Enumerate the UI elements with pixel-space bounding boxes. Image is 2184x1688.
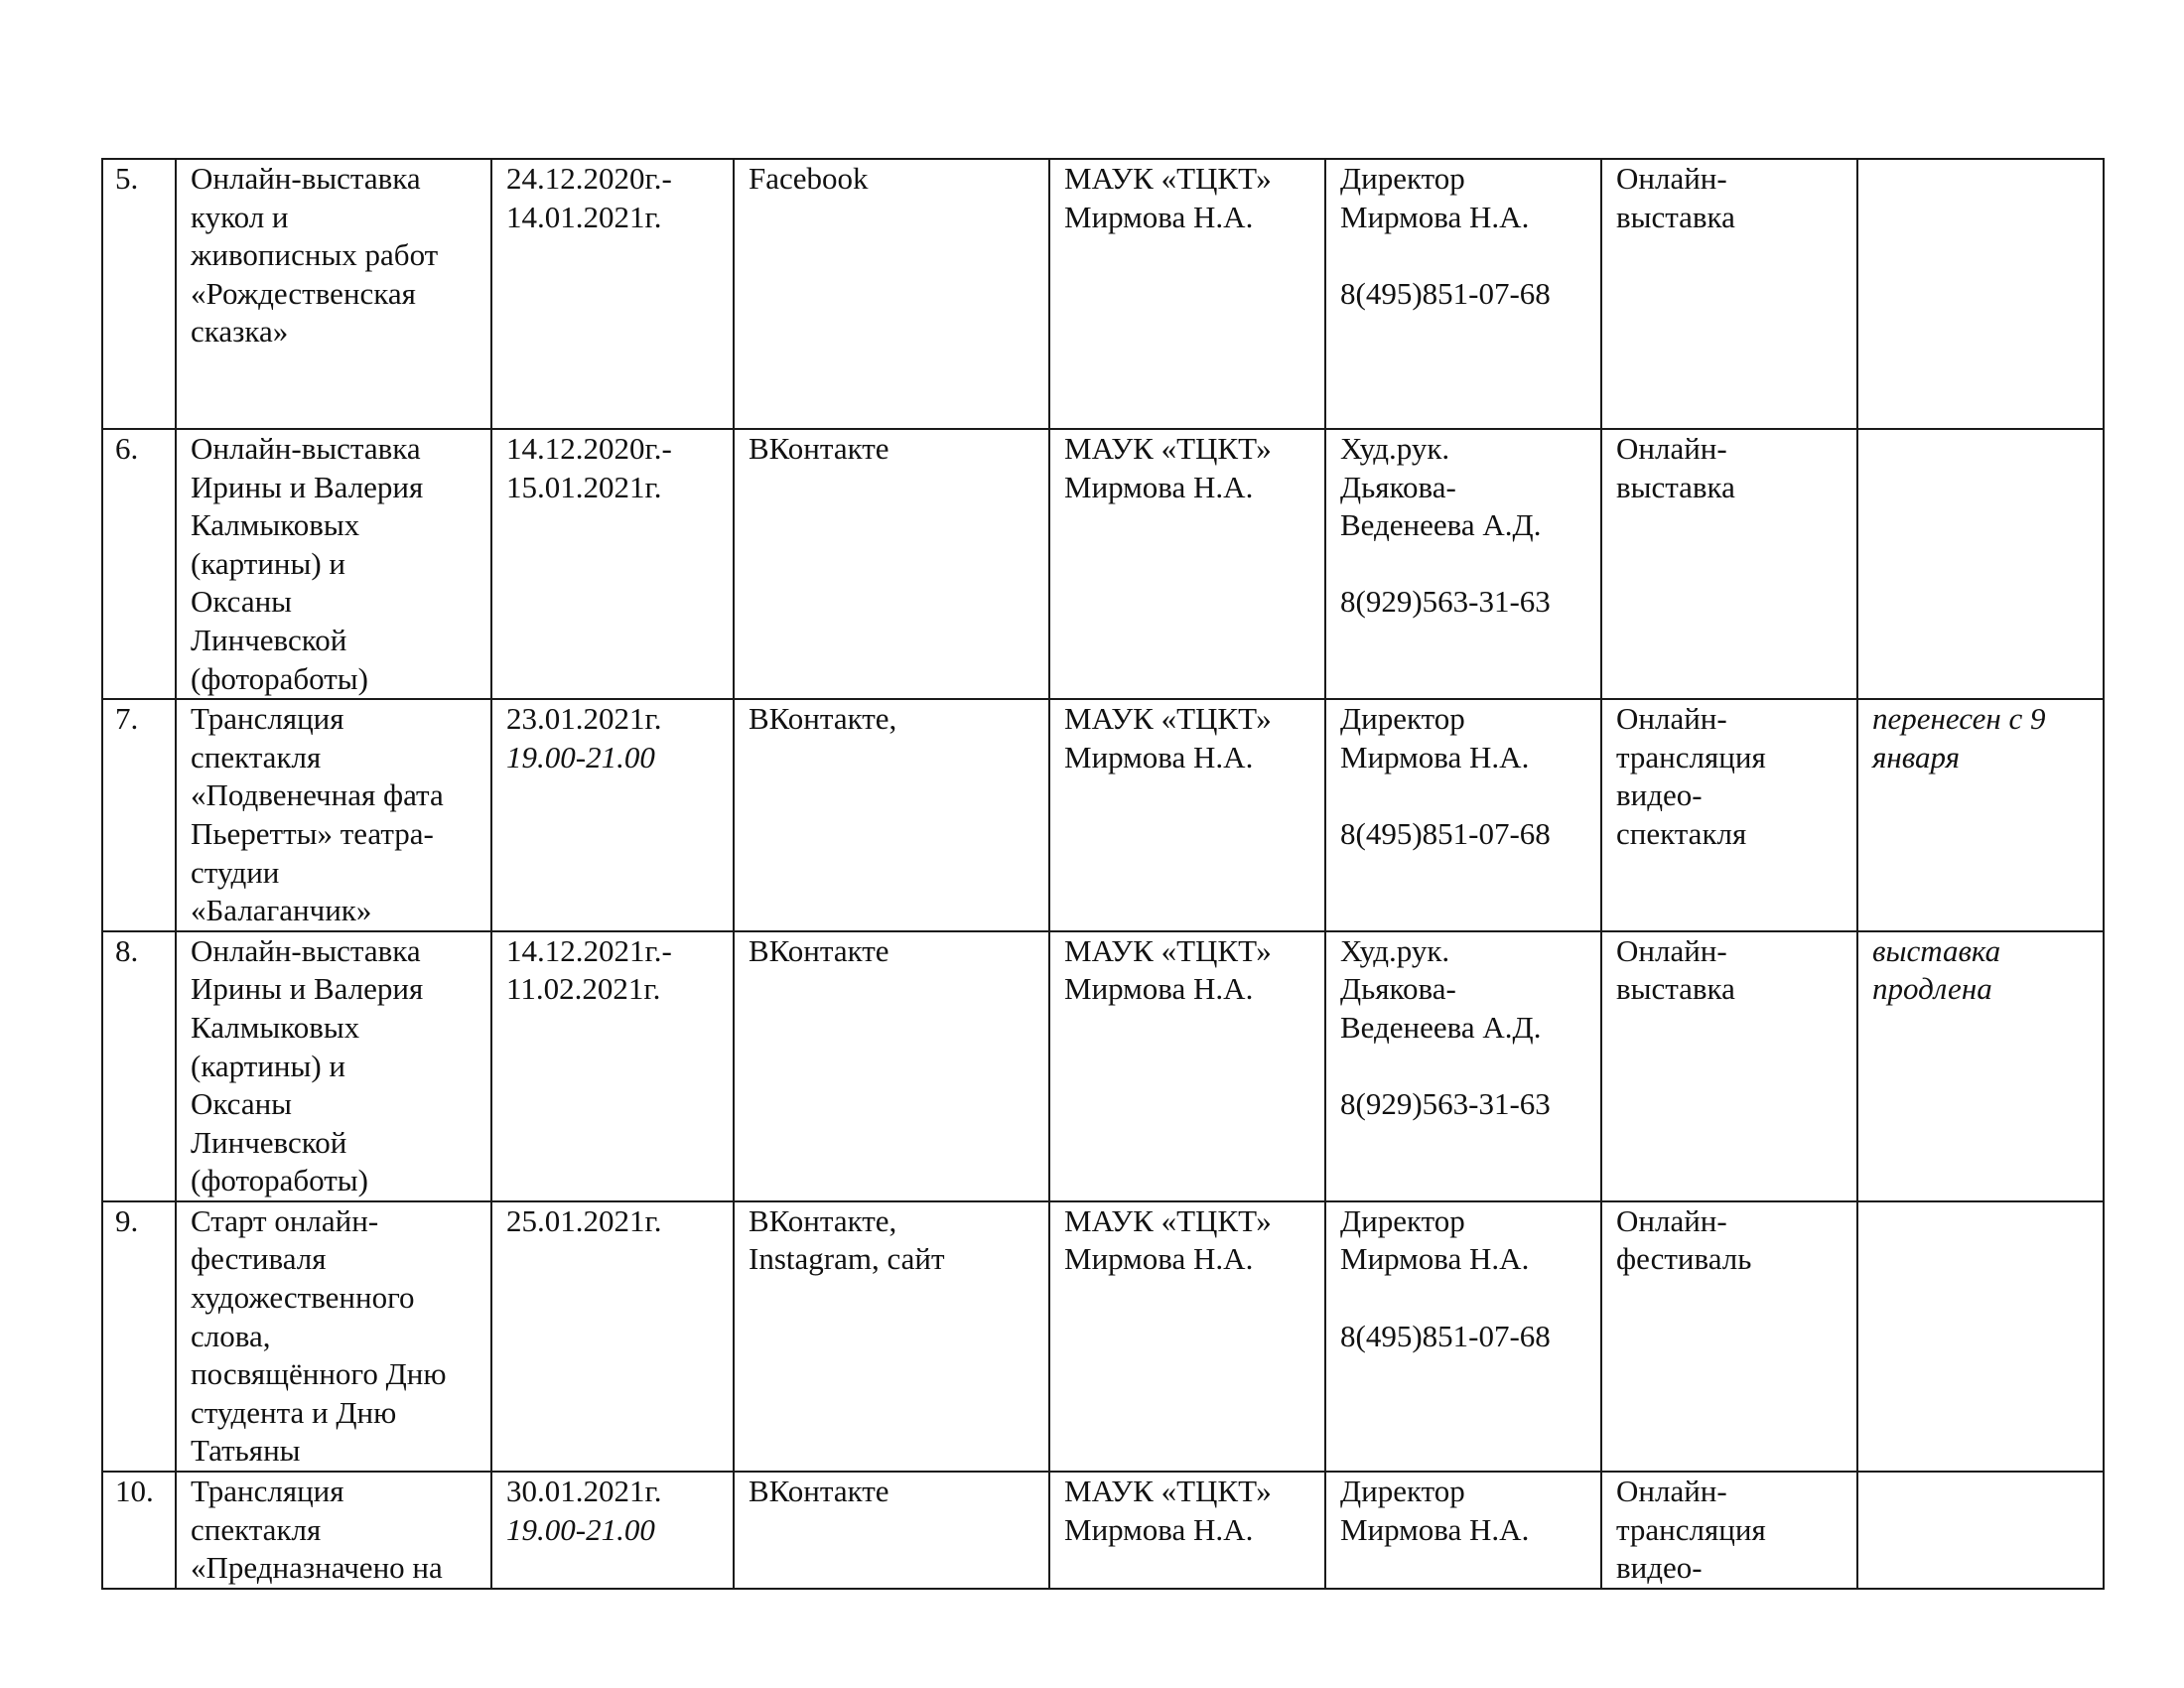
- event-title: Онлайн-выставка кукол и живописных работ «Рождественская сказка»: [176, 159, 491, 429]
- table-row: [102, 931, 2104, 1201]
- event-format: Онлайн- выставка: [1601, 159, 1857, 429]
- date-range: 14.12.2021г.- 11.02.2021г.: [506, 932, 672, 1007]
- event-platform: ВКонтакте,: [734, 699, 1049, 931]
- row-number: 10.: [102, 1472, 176, 1589]
- event-contact: Худ.рук. Дьякова- Веденеева А.Д. 8(929)563-31-63: [1325, 931, 1601, 1201]
- event-date: [491, 429, 734, 699]
- event-format: Онлайн- выставка: [1601, 931, 1857, 1201]
- event-date: [491, 931, 734, 1201]
- event-note: [1857, 1201, 2104, 1472]
- event-organizer: МАУК «ТЦКТ» Мирмова Н.А.: [1049, 1201, 1325, 1472]
- row-number: 7.: [102, 699, 176, 931]
- event-date: [491, 1472, 734, 1589]
- event-title: Трансляция спектакля «Подвенечная фата Пьеретты» театра- студии «Балаганчик»: [176, 699, 491, 931]
- event-contact: Директор Мирмова Н.А. 8(495)851-07-68: [1325, 699, 1601, 931]
- event-format: Онлайн- трансляция видео-: [1601, 1472, 1857, 1589]
- date-range: 25.01.2021г.: [506, 1202, 662, 1238]
- row-number: 6.: [102, 429, 176, 699]
- table-row: [102, 699, 2104, 931]
- event-note: [1857, 429, 2104, 699]
- events-table: [101, 158, 2105, 1590]
- row-number: 5.: [102, 159, 176, 429]
- event-organizer: МАУК «ТЦКТ» Мирмова Н.А.: [1049, 699, 1325, 931]
- event-contact: Директор Мирмова Н.А. 8(495)851-07-68: [1325, 159, 1601, 429]
- event-title: Старт онлайн- фестиваля художественного слова, посвящённого Дню студента и Дню Татьяны: [176, 1201, 491, 1472]
- table-row: [102, 429, 2104, 699]
- row-number: 8.: [102, 931, 176, 1201]
- event-title: Онлайн-выставка Ирины и Валерия Калмыковых (картины) и Оксаны Линчевской (фотоработы): [176, 931, 491, 1201]
- event-contact: Директор Мирмова Н.А. 8(495)851-07-68: [1325, 1201, 1601, 1472]
- event-date: [491, 1201, 734, 1472]
- event-time: 19.00-21.00: [506, 739, 655, 774]
- event-note: [1857, 159, 2104, 429]
- date-range: 14.12.2020г.- 15.01.2021г.: [506, 431, 672, 504]
- event-note: [1857, 1472, 2104, 1589]
- event-platform: ВКонтакте: [734, 1472, 1049, 1589]
- event-date: [491, 699, 734, 931]
- date-range: 23.01.2021г.: [506, 701, 662, 737]
- table-row: [102, 159, 2104, 429]
- event-organizer: МАУК «ТЦКТ» Мирмова Н.А.: [1049, 1472, 1325, 1589]
- event-platform: ВКонтакте: [734, 931, 1049, 1201]
- table-row: [102, 1201, 2104, 1472]
- event-format: Онлайн- трансляция видео- спектакля: [1601, 699, 1857, 931]
- event-organizer: МАУК «ТЦКТ» Мирмова Н.А.: [1049, 429, 1325, 699]
- event-note: выставка продлена: [1857, 931, 2104, 1201]
- date-range: 24.12.2020г.- 14.01.2021г.: [506, 161, 672, 234]
- event-date: [491, 159, 734, 429]
- table-row: [102, 1472, 2104, 1589]
- event-platform: ВКонтакте, Instagram, сайт: [734, 1201, 1049, 1472]
- event-title: Онлайн-выставка Ирины и Валерия Калмыковых (картины) и Оксаны Линчевской (фотоработы): [176, 429, 491, 699]
- row-number: 9.: [102, 1201, 176, 1472]
- event-format: Онлайн- выставка: [1601, 429, 1857, 699]
- event-time: 19.00-21.00: [506, 1511, 655, 1547]
- event-title: Трансляция спектакля «Предназначено на: [176, 1472, 491, 1589]
- event-platform: Facebook: [734, 159, 1049, 429]
- event-organizer: МАУК «ТЦКТ» Мирмова Н.А.: [1049, 931, 1325, 1201]
- event-platform: ВКонтакте: [734, 429, 1049, 699]
- date-range: 30.01.2021г.: [506, 1474, 662, 1509]
- event-note: перенесен с 9 января: [1857, 699, 2104, 931]
- event-contact: Худ.рук. Дьякова- Веденеева А.Д. 8(929)563-31-63: [1325, 429, 1601, 699]
- event-organizer: МАУК «ТЦКТ» Мирмова Н.А.: [1049, 159, 1325, 429]
- event-contact: Директор Мирмова Н.А.: [1325, 1472, 1601, 1589]
- event-format: Онлайн- фестиваль: [1601, 1201, 1857, 1472]
